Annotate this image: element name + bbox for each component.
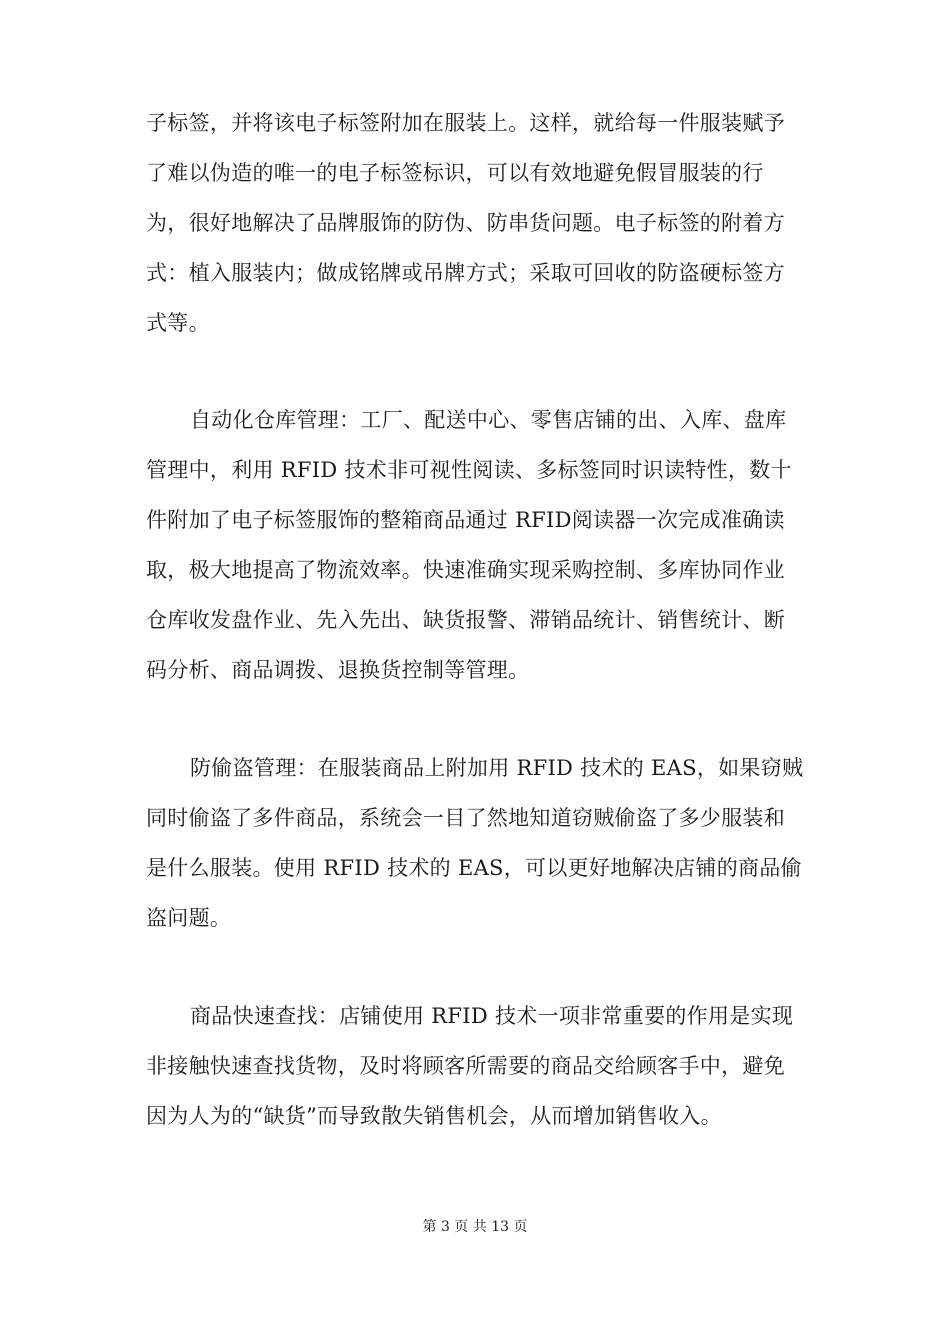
paragraph-2-line-3: 件附加了电子标签服饰的整箱商品通过 RFID阅读器一次完成准确读 [146,508,785,532]
paragraph-2-line-5: 仓库收发盘作业、先入先出、缺货报警、滞销品统计、销售统计、断 [146,608,785,632]
paragraph-3-line-2: 同时偷盗了多件商品，系统会一目了然地知道窃贼偷盗了多少服装和 [146,806,785,830]
paragraph-2-line-1: 自动化仓库管理：工厂、配送中心、零售店铺的出、入库、盘库 [190,408,787,432]
paragraph-4-line-2: 非接触快速查找货物，及时将顾客所需要的商品交给顾客手中，避免 [146,1054,785,1078]
paragraph-1-line-5: 式等。 [146,311,210,335]
paragraph-3-line-3: 是什么服装。使用 RFID 技术的 EAS，可以更好地解决店铺的商品偷 [146,856,802,880]
paragraph-2-line-6: 码分析、商品调拨、退换货控制等管理。 [146,658,530,682]
paragraph-2-line-2: 管理中，利用 RFID 技术非可视性阅读、多标签同时识读特性，数十 [146,458,792,482]
paragraph-4-line-3: 因为人为的“缺货”而导致散失销售机会，从而增加销售收入。 [146,1104,722,1128]
paragraph-1-line-2: 了难以伪造的唯一的电子标签标识，可以有效地避免假冒服装的行 [146,161,764,185]
paragraph-2-line-4: 取，极大地提高了物流效率。快速准确实现采购控制、多库协同作业 [146,558,785,582]
paragraph-1-line-3: 为，很好地解决了品牌服饰的防伪、防串货问题。电子标签的附着方 [146,211,785,235]
page-number-footer: 第 3 页 共 13 页 [422,1219,528,1235]
paragraph-4-line-1: 商品快速查找：店铺使用 RFID 技术一项非常重要的作用是实现 [190,1004,794,1028]
paragraph-3-line-1: 防偷盗管理：在服装商品上附加用 RFID 技术的 EAS，如果窃贼 [190,756,804,780]
paragraph-1-line-4: 式：植入服装内；做成铭牌或吊牌方式；采取可回收的防盗硬标签方 [146,261,785,285]
paragraph-1-line-1: 子标签，并将该电子标签附加在服装上。这样，就给每一件服装赋予 [146,111,785,135]
paragraph-3-line-4: 盗问题。 [146,906,232,930]
